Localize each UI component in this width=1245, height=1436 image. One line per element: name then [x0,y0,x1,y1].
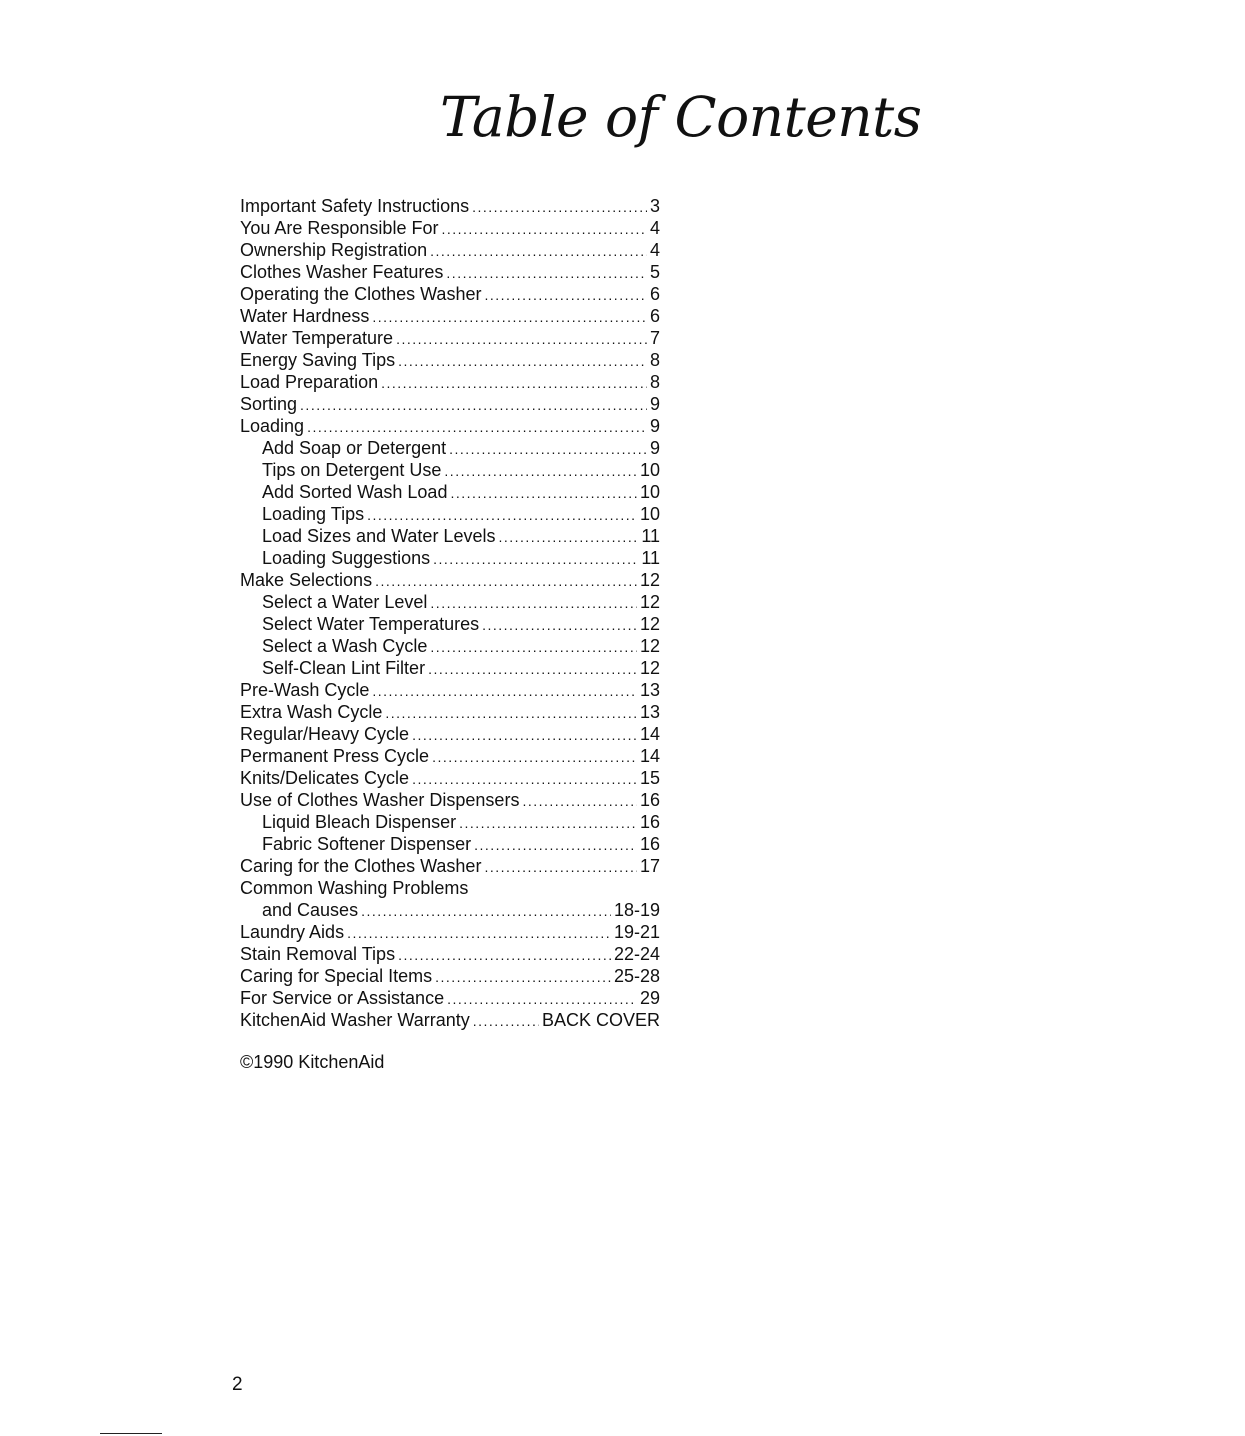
dot-leader [347,922,611,944]
toc-entry [240,217,660,239]
toc-entry-label: Regular/Heavy Cycle [240,724,410,744]
dot-leader [459,812,637,834]
toc-entry [240,899,660,921]
toc-entry-page: 5 [649,262,660,282]
dot-leader [474,834,637,856]
toc-entry-label: Liquid Bleach Dispenser [262,812,457,832]
dot-leader [484,284,647,306]
toc-entry-page: BACK COVER [541,1010,660,1030]
toc-entry-label: Water Temperature [240,328,394,348]
toc-entry-page: 22-24 [613,944,660,964]
toc-entry-page: 10 [639,482,660,502]
toc-entry [240,745,660,767]
toc-entry-label: Add Sorted Wash Load [262,482,448,502]
toc-entry-label: Select a Wash Cycle [262,636,428,656]
toc-entry [240,921,660,943]
scan-edge-mark [100,1433,162,1434]
toc-entry [240,657,660,679]
toc-entry-page: 12 [639,592,660,612]
toc-entry-page: 14 [639,746,660,766]
dot-leader [522,790,637,812]
toc-entry-label: Ownership Registration [240,240,428,260]
dot-leader [372,680,637,702]
toc-entry-page: 9 [649,394,660,414]
toc-entry [240,965,660,987]
toc-entry [240,855,660,877]
toc-entry-label: Select a Water Level [262,592,428,612]
toc-entry [240,195,660,217]
toc-entry-label: For Service or Assistance [240,988,445,1008]
toc-entry-label: Laundry Aids [240,922,345,942]
toc-entry [240,261,660,283]
toc-entry [240,833,660,855]
dot-leader [473,1010,539,1032]
dot-leader [381,372,647,394]
toc-entry-page: 6 [649,284,660,304]
dot-leader [428,658,637,680]
toc-entry-label: Knits/Delicates Cycle [240,768,410,788]
toc-entry-label: Tips on Detergent Use [262,460,442,480]
toc-entry-label: Important Safety Instructions [240,196,470,216]
toc-entry-label: KitchenAid Washer Warranty [240,1010,470,1030]
toc-entry [240,613,660,635]
toc-entry [240,943,660,965]
toc-entry [240,459,660,481]
toc-entry-page: 9 [649,416,660,436]
toc-entry [240,701,660,723]
toc-entry-page: 11 [641,526,660,546]
toc-entry-label: Caring for Special Items [240,966,433,986]
dot-leader [472,196,647,218]
toc-entry [240,349,660,371]
toc-entry [240,327,660,349]
toc-entry-label: Pre-Wash Cycle [240,680,370,700]
toc-entry [240,525,660,547]
toc-entry-page: 18-19 [613,900,660,920]
dot-leader [498,526,638,548]
dot-leader [385,702,637,724]
toc-entry [240,415,660,437]
toc-entry-page: 15 [639,768,660,788]
toc-entry [240,283,660,305]
toc-entry-page: 13 [639,680,660,700]
toc-entry-page: 16 [639,812,660,832]
toc-entry [240,767,660,789]
toc-entry-label: Permanent Press Cycle [240,746,430,766]
toc-entry-page: 12 [639,570,660,590]
toc-entry [240,503,660,525]
toc-entry-page: 8 [649,372,660,392]
toc-entry-label: and Causes [262,900,359,920]
toc-entry-page: 10 [639,460,660,480]
toc-entry-label: Loading Suggestions [262,548,431,568]
toc-entry-label: Fabric Softener Dispenser [262,834,472,854]
toc-entry-label: Select Water Temperatures [262,614,480,634]
toc-entry-page: 16 [639,790,660,810]
copyright-notice: ©1990 KitchenAid [240,1052,385,1072]
table-of-contents [240,195,660,1031]
toc-entry-label: Add Soap or Detergent [262,438,447,458]
toc-entry [240,987,660,1009]
toc-entry [240,481,660,503]
toc-entry-page: 12 [639,658,660,678]
toc-entry-page: 14 [639,724,660,744]
dot-leader [441,218,647,240]
dot-leader [412,768,637,790]
dot-leader [307,416,647,438]
toc-entry-label: Loading [240,416,305,436]
toc-entry-label: You Are Responsible For [240,218,439,238]
toc-entry-page: 3 [649,196,660,216]
dot-leader [398,350,647,372]
dot-leader [450,482,637,504]
toc-entry-page: 4 [649,240,660,260]
dot-leader [430,636,637,658]
dot-leader [412,724,637,746]
toc-entry [240,437,660,459]
toc-entry-page: 9 [649,438,660,458]
toc-entry-label: Loading Tips [262,504,365,524]
dot-leader [449,438,647,460]
toc-entry [240,569,660,591]
dot-leader [398,944,611,966]
toc-entry-page: 12 [639,636,660,656]
toc-entry-page: 17 [639,856,660,876]
dot-leader [375,570,637,592]
toc-entry-page: 11 [641,548,660,568]
toc-entry-page: 10 [639,504,660,524]
dot-leader [447,988,637,1010]
toc-entry [240,811,660,833]
toc-entry-page: 29 [639,988,660,1008]
dot-leader [482,614,637,636]
toc-entry [240,1009,660,1031]
toc-entry-page: 4 [649,218,660,238]
toc-entry-label: Sorting [240,394,298,414]
dot-leader [484,856,637,878]
toc-entry-page: 25-28 [613,966,660,986]
toc-entry-label: Make Selections [240,570,373,590]
toc-entry [240,239,660,261]
dot-leader [446,262,647,284]
toc-entry-label: Extra Wash Cycle [240,702,383,722]
toc-entry [240,371,660,393]
toc-entry-page: 8 [649,350,660,370]
toc-entry [240,305,660,327]
dot-leader [444,460,637,482]
toc-entry-label: Load Sizes and Water Levels [262,526,496,546]
page-number: 2 [232,1374,243,1395]
dot-leader [396,328,647,350]
toc-entry-label: Caring for the Clothes Washer [240,856,482,876]
toc-entry-page: 12 [639,614,660,634]
toc-entry-label: Common Washing Problems [240,878,469,898]
toc-entry-page: 16 [639,834,660,854]
toc-entry [240,635,660,657]
dot-leader [367,504,637,526]
toc-entry-label: Operating the Clothes Washer [240,284,482,304]
toc-entry-label: Water Hardness [240,306,370,326]
toc-entry-page: 7 [649,328,660,348]
toc-entry [240,393,660,415]
dot-leader [361,900,611,922]
toc-entry-page: 13 [639,702,660,722]
toc-entry [240,591,660,613]
toc-entry [240,679,660,701]
page-title: Table of Contents [440,85,922,149]
toc-entry-label: Stain Removal Tips [240,944,396,964]
toc-entry-page: 19-21 [613,922,660,942]
toc-entry [240,547,660,569]
toc-entry [240,723,660,745]
toc-entry-page: 6 [649,306,660,326]
dot-leader [432,746,637,768]
dot-leader [435,966,611,988]
dot-leader [430,592,637,614]
dot-leader [433,548,638,570]
toc-entry-label: Energy Saving Tips [240,350,396,370]
toc-entry [240,789,660,811]
dot-leader [430,240,647,262]
toc-entry-label: Load Preparation [240,372,379,392]
toc-entry-label: Self-Clean Lint Filter [262,658,426,678]
toc-entry-label: Use of Clothes Washer Dispensers [240,790,520,810]
dot-leader [372,306,647,328]
toc-entry-label: Clothes Washer Features [240,262,444,282]
toc-entry [240,877,660,899]
dot-leader [300,394,647,416]
